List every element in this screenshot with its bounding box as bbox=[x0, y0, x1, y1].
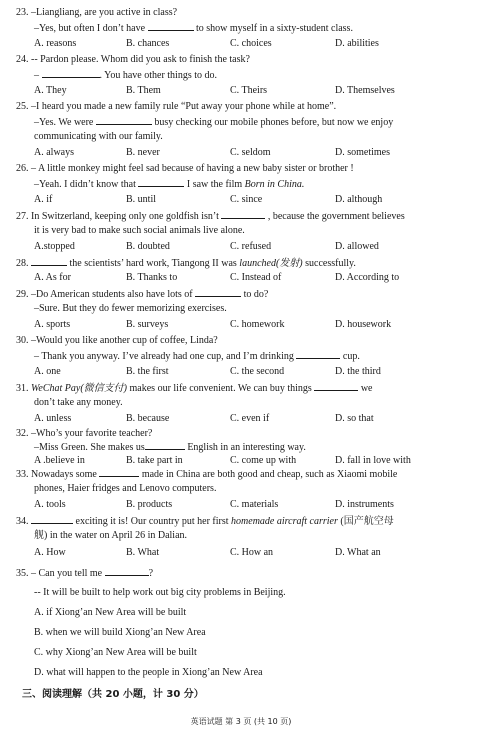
question-text: homemade aircraft carrier bbox=[231, 516, 338, 527]
option-a: A. How bbox=[34, 547, 66, 558]
question-text: – Can you tell me bbox=[31, 568, 103, 579]
question-number: 32. bbox=[16, 428, 29, 439]
option-b: B. when we will build Xiong’an New Area bbox=[34, 627, 206, 638]
option-b: B. never bbox=[126, 147, 160, 158]
answer-blank bbox=[31, 256, 67, 266]
option-d: D. What an bbox=[335, 547, 381, 558]
option-d: D. abilities bbox=[335, 38, 379, 49]
question-23 bbox=[16, 6, 177, 19]
question-text: exciting it is! Our country put her first bbox=[75, 516, 229, 527]
option-c: C. How an bbox=[230, 547, 274, 558]
option-a: A. if bbox=[34, 194, 53, 205]
answer-blank bbox=[148, 21, 194, 31]
page-footer: 英语试题 第 3 页 (共 10 页) bbox=[190, 717, 292, 726]
question-29 bbox=[16, 287, 268, 301]
option-c: C. homework bbox=[230, 319, 285, 330]
section-heading: 三、阅读理解（共 20 小题，计 30 分） bbox=[22, 689, 204, 700]
question-30 bbox=[16, 334, 218, 347]
option-a: A. if Xiong’an New Area will be built bbox=[34, 607, 187, 618]
question-text: –Liangliang, are you active in class? bbox=[31, 7, 178, 18]
option-b: B. because bbox=[126, 413, 170, 424]
option-b: B. surveys bbox=[126, 319, 169, 330]
question-text: Nowadays some bbox=[31, 469, 97, 480]
question-number: 28. bbox=[16, 258, 29, 269]
option-a: A .believe in bbox=[34, 455, 85, 466]
option-a: A. always bbox=[34, 147, 74, 158]
option-b: B. take part in bbox=[126, 455, 183, 466]
option-c: C. the second bbox=[230, 366, 285, 377]
question-text: –Miss Green. She makes us bbox=[34, 442, 145, 453]
option-c: C. Instead of bbox=[230, 272, 282, 283]
answer-blank bbox=[195, 287, 241, 297]
question-text: launched(发射) bbox=[239, 258, 303, 269]
question-number: 23. bbox=[16, 7, 29, 18]
question-34 bbox=[16, 514, 394, 528]
question-23-line2 bbox=[34, 21, 353, 35]
answer-blank bbox=[138, 177, 184, 187]
option-a: A. As for bbox=[34, 272, 71, 283]
question-33-line2: phones, Haier fridges and Lenovo computers. bbox=[34, 483, 217, 494]
question-text: (国产航空母 bbox=[340, 516, 394, 527]
option-c: C. even if bbox=[230, 413, 270, 424]
question-number: 26. bbox=[16, 163, 29, 174]
option-c: C. choices bbox=[230, 38, 272, 49]
answer-blank bbox=[31, 514, 73, 524]
question-text: successfully. bbox=[305, 258, 356, 269]
answer-blank bbox=[99, 467, 139, 477]
question-text: WeChat Pay(微信支付) bbox=[31, 383, 128, 394]
option-d: D. According to bbox=[335, 272, 400, 283]
question-28 bbox=[16, 256, 356, 270]
question-number: 30. bbox=[16, 335, 29, 346]
question-32-line2 bbox=[34, 440, 306, 454]
question-35 bbox=[16, 566, 153, 580]
question-25-line2 bbox=[34, 115, 393, 129]
question-text: –Who’s your favorite teacher? bbox=[31, 428, 153, 439]
option-b: B. Thanks to bbox=[126, 272, 178, 283]
option-d: D. sometimes bbox=[335, 147, 390, 158]
question-25 bbox=[16, 100, 336, 113]
question-26 bbox=[16, 162, 354, 175]
option-a: A. They bbox=[34, 85, 67, 96]
question-29-line2: –Sure. But they do fewer memorizing exercises. bbox=[34, 303, 227, 314]
question-30-line2 bbox=[34, 349, 360, 363]
option-a: A.stopped bbox=[34, 241, 75, 252]
answer-blank bbox=[42, 68, 100, 78]
question-text: –Do American students also have lots of bbox=[31, 289, 193, 300]
option-c: C. seldom bbox=[230, 147, 271, 158]
question-25-line3: communicating with our family. bbox=[34, 131, 163, 142]
question-text: , because the government believes bbox=[267, 211, 405, 222]
option-b: B. Them bbox=[126, 85, 161, 96]
question-33 bbox=[16, 467, 397, 481]
question-number: 25. bbox=[16, 101, 29, 112]
question-text: made in China are both good and cheap, such as Xiaomi mobile bbox=[141, 469, 398, 480]
option-c: C. refused bbox=[230, 241, 272, 252]
option-a: A. unless bbox=[34, 413, 72, 424]
option-d: D. Themselves bbox=[335, 85, 395, 96]
option-c: C. since bbox=[230, 194, 263, 205]
question-number: 31. bbox=[16, 383, 29, 394]
question-text: we bbox=[360, 383, 373, 394]
question-text: English in an interesting way. bbox=[187, 442, 306, 453]
option-a: A. tools bbox=[34, 499, 66, 510]
question-text: . You have other things to do. bbox=[99, 70, 217, 81]
option-a: A. reasons bbox=[34, 38, 77, 49]
option-b: B. What bbox=[126, 547, 160, 558]
question-31-line2: don’t take any money. bbox=[34, 397, 123, 408]
question-32 bbox=[16, 427, 152, 440]
question-text: busy checking our mobile phones before, but now we enjoy bbox=[154, 117, 394, 128]
option-c: C. come up with bbox=[230, 455, 297, 466]
option-b: B. chances bbox=[126, 38, 170, 49]
film-title: Born in China. bbox=[244, 179, 305, 190]
option-a: A. sports bbox=[34, 319, 71, 330]
option-c: C. Theirs bbox=[230, 85, 268, 96]
question-text: to do? bbox=[243, 289, 269, 300]
option-d: D. housework bbox=[335, 319, 392, 330]
question-text: to show myself in a sixty-student class. bbox=[196, 23, 353, 34]
option-a: A. one bbox=[34, 366, 61, 377]
option-d: D. the third bbox=[335, 366, 381, 377]
option-b: B. until bbox=[126, 194, 157, 205]
option-b: B. products bbox=[126, 499, 173, 510]
question-text: –Yes. We were bbox=[34, 117, 94, 128]
question-text: – bbox=[34, 70, 39, 81]
option-d: D. instruments bbox=[335, 499, 394, 510]
option-d: D. although bbox=[335, 194, 383, 205]
question-24-line2 bbox=[34, 68, 217, 82]
option-d: D. so that bbox=[335, 413, 374, 424]
question-24 bbox=[16, 53, 250, 66]
answer-blank bbox=[105, 566, 149, 576]
question-text: – A little monkey might feel sad because of having a new baby sister or brother ! bbox=[31, 163, 354, 174]
option-b: B. the first bbox=[126, 366, 169, 377]
question-number: 24. bbox=[16, 54, 29, 65]
option-c: C. materials bbox=[230, 499, 279, 510]
question-34-line2: 舰) in the water on April 26 in Dalian. bbox=[34, 530, 188, 541]
question-text: – Thank you anyway. I’ve already had one cup, and I’m drinking bbox=[34, 351, 294, 362]
question-text: -- Pardon please. Whom did you ask to finish the task? bbox=[31, 54, 250, 65]
question-text: –Yes, but often I don’t have bbox=[34, 23, 146, 34]
question-number: 27. bbox=[16, 211, 29, 222]
answer-blank bbox=[221, 209, 265, 219]
question-text: I saw the film bbox=[186, 179, 243, 190]
option-d: D. fall in love with bbox=[335, 455, 411, 466]
question-text: –Would you like another cup of coffee, Linda? bbox=[31, 335, 218, 346]
question-number: 34. bbox=[16, 516, 29, 527]
answer-blank bbox=[314, 381, 358, 391]
question-text: –Yeah. I didn’t know that bbox=[34, 179, 136, 190]
question-26-line2 bbox=[34, 177, 304, 191]
answer-blank bbox=[96, 115, 152, 125]
question-text: In Switzerland, keeping only one goldfish isn’t bbox=[31, 211, 219, 222]
question-number: 35. bbox=[16, 568, 29, 579]
option-b: B. doubted bbox=[126, 241, 170, 252]
question-31 bbox=[16, 381, 372, 395]
question-27 bbox=[16, 209, 405, 223]
answer-blank bbox=[145, 440, 185, 450]
question-text: cup. bbox=[342, 351, 360, 362]
question-27-line2: it is very bad to make such social animals live alone. bbox=[34, 225, 245, 236]
question-number: 33. bbox=[16, 469, 29, 480]
question-text: the scientists’ hard work, Tiangong II was bbox=[69, 258, 237, 269]
question-number: 29. bbox=[16, 289, 29, 300]
question-text: –I heard you made a new family rule “Put away your phone while at home”. bbox=[31, 101, 337, 112]
option-d: D. what will happen to the people in Xiong’an New Area bbox=[34, 667, 263, 678]
question-text: ? bbox=[148, 568, 154, 579]
answer-blank bbox=[296, 349, 340, 359]
question-35-line2: -- It will be built to help work out big city problems in Beijing. bbox=[34, 587, 286, 598]
option-d: D. allowed bbox=[335, 241, 379, 252]
option-c: C. why Xiong’an New Area will be built bbox=[34, 647, 197, 658]
question-text: makes our life convenient. We can buy things bbox=[129, 383, 312, 394]
